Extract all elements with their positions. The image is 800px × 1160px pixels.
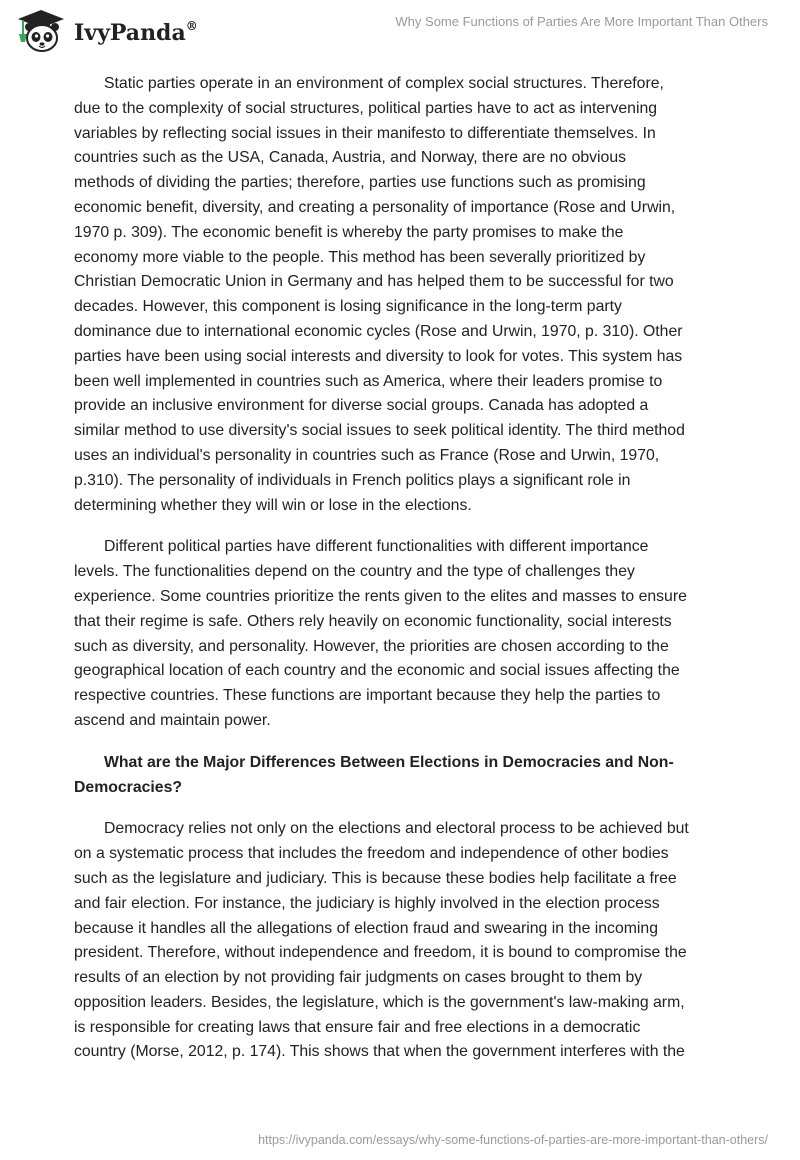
page-header — [0, 0, 800, 70]
text-line: is responsible for creating laws that ensure fair and free elections in a democratic — [74, 1018, 641, 1036]
source-url[interactable]: https://ivypanda.com/essays/why-some-functions-of-parties-are-more-important-than-others/ — [258, 1133, 768, 1147]
panda-graduate-icon — [14, 8, 68, 54]
brand-name — [74, 20, 198, 46]
essay-body — [74, 70, 734, 1065]
text-line: decades. However, this component is losing significance in the long-term party — [74, 298, 622, 316]
text-line: respective countries. These functions are important because they help the parties to — [74, 687, 661, 705]
document-title: Why Some Functions of Parties Are More Important Than Others — [395, 14, 768, 29]
text-line: results of an election by not providing fair judgments on cases brought to them by — [74, 969, 643, 987]
body-paragraph — [74, 817, 734, 1065]
text-line: and fair election. For instance, the judiciary is highly involved in the election process — [74, 894, 660, 912]
text-line: economy more viable to the people. This method has been severally prioritized by — [74, 248, 646, 266]
paragraph-gap — [74, 800, 734, 817]
text-line: dominance due to international economic cycles (Rose and Urwin, 1970, p. 310). Other — [74, 322, 683, 340]
heading-line: Democracies? — [74, 778, 183, 796]
text-line: that their regime is safe. Others rely heavily on economic functionality, social interests — [74, 612, 672, 630]
text-line: geographical location of each country and the economic and social issues affecting the — [74, 662, 680, 680]
registered-mark: ® — [185, 18, 198, 33]
text-line: due to the complexity of social structures, political parties have to act as intervening — [74, 99, 658, 117]
ivypanda-logo[interactable] — [14, 8, 214, 58]
text-line: p.310). The personality of individuals in French politics plays a significant role in — [74, 471, 631, 489]
text-line: provide an inclusive environment for diverse social groups. Canada has adopted a — [74, 397, 649, 415]
text-line: similar method to use diversity's social issues to seek political identity. The third method — [74, 422, 685, 440]
paragraph-gap — [74, 518, 734, 535]
paragraph-gap — [74, 734, 734, 751]
text-line: economic benefit, diversity, and creating a personality of importance (Rose and Urwin, — [74, 198, 676, 216]
heading-line: What are the Major Differences Between Elections in Democracies and Non- — [104, 753, 674, 771]
text-line: 1970 p. 309). The economic benefit is whereby the party promises to make the — [74, 223, 624, 241]
text-line: Christian Democratic Union in Germany and has helped them to be successful for two — [74, 273, 674, 291]
text-line: because it handles all the allegations of election fraud and swearing in the incoming — [74, 919, 658, 937]
text-line: levels. The functionalities depend on the country and the type of challenges they — [74, 563, 635, 581]
text-line: such as diversity, and personality. However, the priorities are chosen according to the — [74, 637, 669, 655]
text-line: president. Therefore, without independence and freedom, it is bound to compromise the — [74, 944, 687, 962]
text-line: opposition leaders. Besides, the legislature, which is the government's law-making arm, — [74, 993, 685, 1011]
body-paragraph — [74, 72, 734, 518]
text-line: on a systematic process that includes the freedom and independence of other bodies — [74, 845, 669, 863]
text-line: been well implemented in countries such as America, where their leaders promise to — [74, 372, 663, 390]
text-line: ascend and maintain power. — [74, 711, 271, 729]
text-line: such as the legislature and judiciary. This is because these bodies help facilitate a free — [74, 869, 677, 887]
text-line: countries such as the USA, Canada, Austria, and Norway, there are no obvious — [74, 149, 627, 167]
section-heading — [74, 751, 734, 801]
text-line: experience. Some countries prioritize the rents given to the elites and masses to ensure — [74, 587, 687, 605]
text-line: methods of dividing the parties; therefore, parties use functions such as promising — [74, 174, 646, 192]
brand-text: IvyPanda — [74, 20, 186, 46]
text-line: Different political parties have different functionalities with different importance — [104, 538, 649, 556]
text-line: variables by reflecting social issues in their manifesto to differentiate themselves. In — [74, 124, 656, 142]
text-line: uses an individual's personality in countries such as France (Rose and Urwin, 1970, — [74, 446, 660, 464]
text-line: parties have been using social interests and diversity to look for votes. This system has — [74, 347, 683, 365]
body-paragraph — [74, 535, 734, 733]
text-line: determining whether they will win or lose in the elections. — [74, 496, 472, 514]
text-line: Static parties operate in an environment of complex social structures. Therefore, — [104, 75, 664, 92]
text-line: country (Morse, 2012, p. 174). This shows that when the government interferes with the — [74, 1043, 685, 1061]
text-line: Democracy relies not only on the elections and electoral process to be achieved but — [104, 820, 689, 838]
